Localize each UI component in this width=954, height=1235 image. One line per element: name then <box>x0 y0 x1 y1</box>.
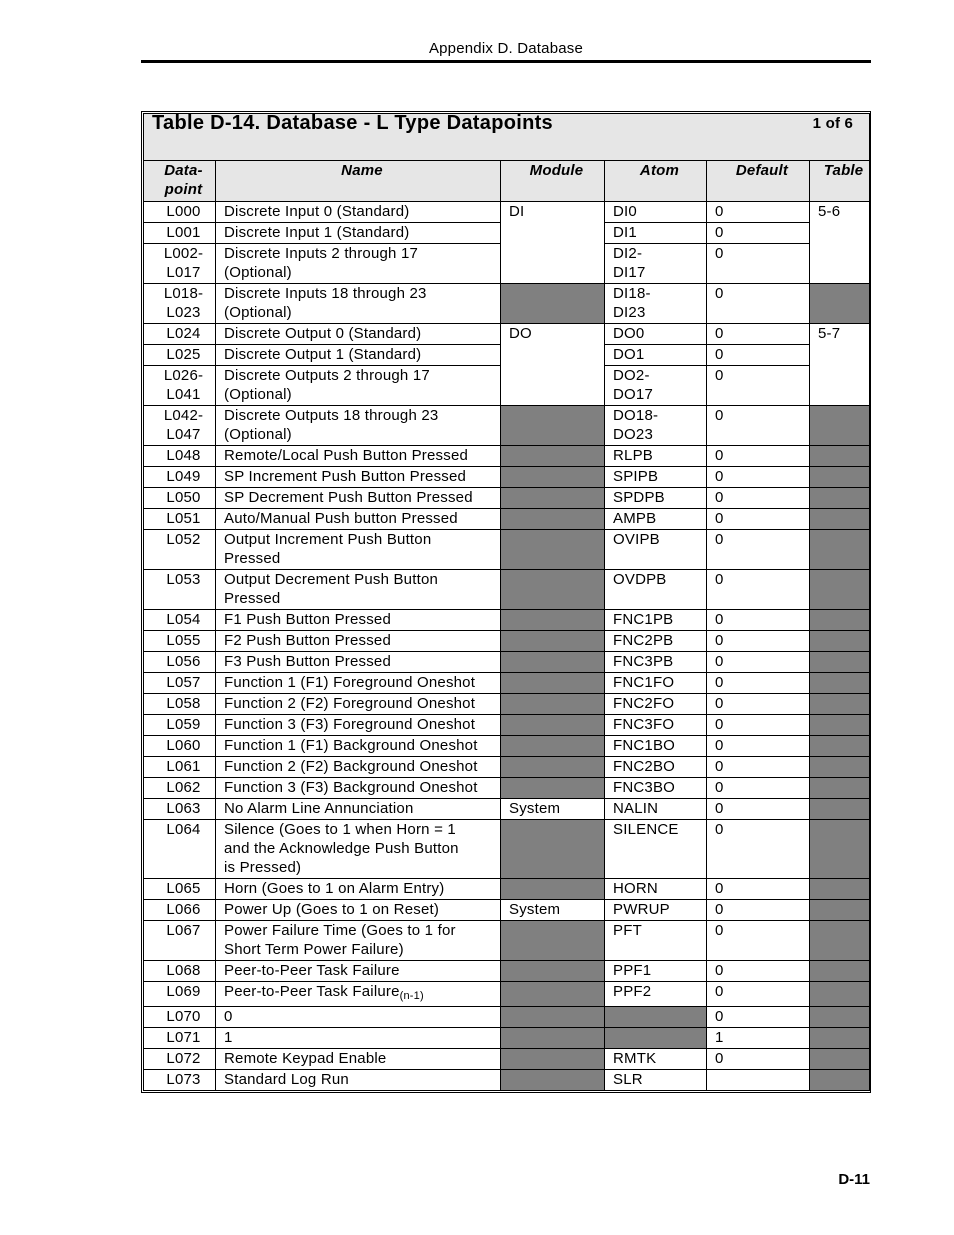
table-ref-cell-shaded <box>810 488 870 509</box>
default-cell: 0 <box>707 570 810 610</box>
default-cell: 1 <box>707 1028 810 1049</box>
default-cell: 0 <box>707 244 810 284</box>
atom-cell: DI18- DI23 <box>605 284 707 324</box>
name-cell: Function 2 (F2) Background Oneshot <box>216 757 501 778</box>
datapoint-table <box>143 113 870 1091</box>
datapoint-cell: L018- L023 <box>144 284 216 324</box>
header-table: Table <box>810 161 870 202</box>
table-row <box>144 530 870 570</box>
table-row <box>144 879 870 900</box>
table-row <box>144 1070 870 1091</box>
name-cell: Standard Log Run <box>216 1070 501 1091</box>
datapoint-table-frame <box>141 111 871 1093</box>
name-cell: Silence (Goes to 1 when Horn = 1 and the Acknowledge Push Button is Pressed) <box>216 820 501 879</box>
default-cell: 0 <box>707 345 810 366</box>
atom-cell: OVDPB <box>605 570 707 610</box>
table-row <box>144 610 870 631</box>
datapoint-cell: L051 <box>144 509 216 530</box>
atom-cell: RLPB <box>605 446 707 467</box>
name-cell: F3 Push Button Pressed <box>216 652 501 673</box>
datapoint-cell: L050 <box>144 488 216 509</box>
atom-cell: RMTK <box>605 1049 707 1070</box>
module-cell-shaded <box>501 736 605 757</box>
default-cell: 0 <box>707 366 810 406</box>
module-cell-shaded <box>501 820 605 879</box>
default-cell: 0 <box>707 652 810 673</box>
module-cell-shaded <box>501 446 605 467</box>
table-ref-cell-shaded <box>810 900 870 921</box>
default-cell: 0 <box>707 488 810 509</box>
table-ref-cell-shaded <box>810 961 870 982</box>
table-title: Table D-14. Database - L Type Datapoints <box>152 113 553 134</box>
module-cell-shaded <box>501 488 605 509</box>
atom-cell: DI1 <box>605 223 707 244</box>
datapoint-cell: L001 <box>144 223 216 244</box>
datapoint-cell: L073 <box>144 1070 216 1091</box>
table-row <box>144 467 870 488</box>
datapoint-cell: L067 <box>144 921 216 961</box>
module-cell: DI <box>501 202 605 284</box>
default-cell: 0 <box>707 406 810 446</box>
atom-cell: SILENCE <box>605 820 707 879</box>
module-cell-shaded <box>501 406 605 446</box>
atom-cell: FNC2PB <box>605 631 707 652</box>
name-cell: Auto/Manual Push button Pressed <box>216 509 501 530</box>
atom-cell: DO2- DO17 <box>605 366 707 406</box>
header-row <box>144 161 870 202</box>
default-cell: 0 <box>707 879 810 900</box>
datapoint-cell: L066 <box>144 900 216 921</box>
atom-cell: FNC2FO <box>605 694 707 715</box>
datapoint-cell: L042- L047 <box>144 406 216 446</box>
table-ref-cell-shaded <box>810 820 870 879</box>
table-ref-cell-shaded <box>810 921 870 961</box>
datapoint-cell: L060 <box>144 736 216 757</box>
module-cell-shaded <box>501 715 605 736</box>
table-row <box>144 820 870 879</box>
header-module: Module <box>501 161 605 202</box>
page-number: D-11 <box>838 1171 870 1188</box>
name-cell: Remote/Local Push Button Pressed <box>216 446 501 467</box>
table-ref-cell-shaded <box>810 982 870 1007</box>
name-cell: Peer-to-Peer Task Failure <box>216 961 501 982</box>
header-name: Name <box>216 161 501 202</box>
module-cell-shaded <box>501 610 605 631</box>
datapoint-cell: L026- L041 <box>144 366 216 406</box>
name-cell: No Alarm Line Annunciation <box>216 799 501 820</box>
running-head: Appendix D. Database <box>428 40 584 57</box>
module-cell-shaded <box>501 778 605 799</box>
atom-cell: FNC3FO <box>605 715 707 736</box>
table-ref-cell-shaded <box>810 509 870 530</box>
table-ref-cell-shaded <box>810 610 870 631</box>
atom-cell: PWRUP <box>605 900 707 921</box>
atom-cell: SLR <box>605 1070 707 1091</box>
datapoint-cell: L054 <box>144 610 216 631</box>
atom-cell: FNC1BO <box>605 736 707 757</box>
module-cell-shaded <box>501 570 605 610</box>
table-row <box>144 961 870 982</box>
default-cell: 0 <box>707 284 810 324</box>
datapoint-cell: L000 <box>144 202 216 223</box>
atom-cell: PPF1 <box>605 961 707 982</box>
name-cell: Discrete Output 1 (Standard) <box>216 345 501 366</box>
table-ref-cell-shaded <box>810 715 870 736</box>
table-ref-cell-shaded <box>810 467 870 488</box>
table-ref-cell-shaded <box>810 446 870 467</box>
table-ref-cell-shaded <box>810 1070 870 1091</box>
atom-cell: PFT <box>605 921 707 961</box>
table-ref-cell-shaded <box>810 1007 870 1028</box>
default-cell: 0 <box>707 610 810 631</box>
datapoint-cell: L057 <box>144 673 216 694</box>
datapoint-cell: L049 <box>144 467 216 488</box>
name-cell: Function 2 (F2) Foreground Oneshot <box>216 694 501 715</box>
table-ref-cell: 5-6 <box>810 202 870 284</box>
datapoint-cell: L068 <box>144 961 216 982</box>
title-row <box>144 114 870 161</box>
table-row <box>144 900 870 921</box>
datapoint-cell: L025 <box>144 345 216 366</box>
atom-cell: FNC3BO <box>605 778 707 799</box>
datapoint-cell: L061 <box>144 757 216 778</box>
name-cell: Discrete Input 1 (Standard) <box>216 223 501 244</box>
name-cell: Output Decrement Push Button Pressed <box>216 570 501 610</box>
table-row <box>144 715 870 736</box>
table-row <box>144 757 870 778</box>
datapoint-cell: L024 <box>144 324 216 345</box>
name-cell: F2 Push Button Pressed <box>216 631 501 652</box>
module-cell-shaded <box>501 467 605 488</box>
datapoint-cell: L048 <box>144 446 216 467</box>
default-cell: 0 <box>707 324 810 345</box>
header-default: Default <box>707 161 810 202</box>
default-cell: 0 <box>707 1007 810 1028</box>
default-cell: 0 <box>707 799 810 820</box>
table-ref-cell-shaded <box>810 570 870 610</box>
module-cell-shaded <box>501 879 605 900</box>
atom-cell: FNC2BO <box>605 757 707 778</box>
atom-cell: DI0 <box>605 202 707 223</box>
header-rule <box>141 60 871 63</box>
atom-cell: PPF2 <box>605 982 707 1007</box>
atom-cell: FNC1PB <box>605 610 707 631</box>
default-cell: 0 <box>707 530 810 570</box>
default-cell: 0 <box>707 900 810 921</box>
default-cell: 0 <box>707 223 810 244</box>
table-row <box>144 631 870 652</box>
name-cell: Remote Keypad Enable <box>216 1049 501 1070</box>
module-cell: System <box>501 900 605 921</box>
default-cell: 0 <box>707 509 810 530</box>
datapoint-cell: L071 <box>144 1028 216 1049</box>
table-row <box>144 570 870 610</box>
table-ref-cell-shaded <box>810 694 870 715</box>
table-ref-cell: 5-7 <box>810 324 870 406</box>
module-cell-shaded <box>501 673 605 694</box>
datapoint-cell: L063 <box>144 799 216 820</box>
default-cell: 0 <box>707 921 810 961</box>
name-cell: Discrete Output 0 (Standard) <box>216 324 501 345</box>
name-cell: Discrete Outputs 18 through 23 (Optional) <box>216 406 501 446</box>
default-cell: 0 <box>707 736 810 757</box>
atom-cell: FNC1FO <box>605 673 707 694</box>
table-body <box>144 114 870 1091</box>
datapoint-cell: L069 <box>144 982 216 1007</box>
module-cell-shaded <box>501 530 605 570</box>
atom-cell-shaded <box>605 1028 707 1049</box>
table-row <box>144 446 870 467</box>
name-cell: 1 <box>216 1028 501 1049</box>
module-cell-shaded <box>501 1049 605 1070</box>
default-cell: 0 <box>707 673 810 694</box>
table-ref-cell-shaded <box>810 530 870 570</box>
module-cell-shaded <box>501 961 605 982</box>
default-cell: 0 <box>707 467 810 488</box>
module-cell-shaded <box>501 757 605 778</box>
default-cell <box>707 1070 810 1091</box>
datapoint-cell: L002- L017 <box>144 244 216 284</box>
table-row <box>144 673 870 694</box>
module-cell-shaded <box>501 652 605 673</box>
default-cell: 0 <box>707 202 810 223</box>
atom-cell: NALIN <box>605 799 707 820</box>
name-cell: 0 <box>216 1007 501 1028</box>
table-row <box>144 921 870 961</box>
name-cell: F1 Push Button Pressed <box>216 610 501 631</box>
module-cell-shaded <box>501 284 605 324</box>
default-cell: 0 <box>707 982 810 1007</box>
table-row <box>144 799 870 820</box>
name-subscript: (n-1) <box>399 990 424 1002</box>
table-ref-cell-shaded <box>810 757 870 778</box>
page-of-label: 1 of 6 <box>812 115 854 132</box>
table-row <box>144 694 870 715</box>
atom-cell: DI2- DI17 <box>605 244 707 284</box>
default-cell: 0 <box>707 631 810 652</box>
table-row <box>144 406 870 446</box>
name-cell: Power Up (Goes to 1 on Reset) <box>216 900 501 921</box>
table-row <box>144 324 870 345</box>
name-cell: Function 1 (F1) Foreground Oneshot <box>216 673 501 694</box>
table-ref-cell-shaded <box>810 631 870 652</box>
name-cell: Discrete Input 0 (Standard) <box>216 202 501 223</box>
default-cell: 0 <box>707 694 810 715</box>
header-atom: Atom <box>605 161 707 202</box>
datapoint-cell: L052 <box>144 530 216 570</box>
header-datapoint: Data- point <box>144 161 216 202</box>
module-cell-shaded <box>501 982 605 1007</box>
datapoint-cell: L055 <box>144 631 216 652</box>
module-cell: System <box>501 799 605 820</box>
atom-cell: SPDPB <box>605 488 707 509</box>
module-cell: DO <box>501 324 605 406</box>
atom-cell: SPIPB <box>605 467 707 488</box>
name-cell: Output Increment Push Button Pressed <box>216 530 501 570</box>
table-row <box>144 778 870 799</box>
name-cell: SP Increment Push Button Pressed <box>216 467 501 488</box>
name-cell: Discrete Inputs 2 through 17 (Optional) <box>216 244 501 284</box>
default-cell: 0 <box>707 778 810 799</box>
datapoint-cell: L062 <box>144 778 216 799</box>
name-cell: Peer-to-Peer Task Failure$_{(n-1)}$ <box>216 982 501 1007</box>
table-ref-cell-shaded <box>810 284 870 324</box>
table-ref-cell-shaded <box>810 406 870 446</box>
table-ref-cell-shaded <box>810 1049 870 1070</box>
table-ref-cell-shaded <box>810 736 870 757</box>
atom-cell: DO1 <box>605 345 707 366</box>
atom-cell-shaded <box>605 1007 707 1028</box>
datapoint-cell: L070 <box>144 1007 216 1028</box>
name-cell: Discrete Outputs 2 through 17 (Optional) <box>216 366 501 406</box>
module-cell-shaded <box>501 1028 605 1049</box>
table-ref-cell-shaded <box>810 799 870 820</box>
table-row <box>144 284 870 324</box>
table-row <box>144 509 870 530</box>
atom-cell: FNC3PB <box>605 652 707 673</box>
default-cell: 0 <box>707 820 810 879</box>
module-cell-shaded <box>501 694 605 715</box>
name-cell: Function 3 (F3) Foreground Oneshot <box>216 715 501 736</box>
title-cell <box>144 114 870 161</box>
datapoint-cell: L056 <box>144 652 216 673</box>
datapoint-cell: L072 <box>144 1049 216 1070</box>
atom-cell: AMPB <box>605 509 707 530</box>
table-row <box>144 736 870 757</box>
table-row <box>144 982 870 1007</box>
name-cell: SP Decrement Push Button Pressed <box>216 488 501 509</box>
table-ref-cell-shaded <box>810 673 870 694</box>
table-row <box>144 652 870 673</box>
default-cell: 0 <box>707 1049 810 1070</box>
default-cell: 0 <box>707 757 810 778</box>
datapoint-cell: L065 <box>144 879 216 900</box>
datapoint-cell: L059 <box>144 715 216 736</box>
datapoint-cell: L058 <box>144 694 216 715</box>
atom-cell: OVIPB <box>605 530 707 570</box>
table-row <box>144 1007 870 1028</box>
name-cell: Power Failure Time (Goes to 1 for Short Term Power Failure) <box>216 921 501 961</box>
default-cell: 0 <box>707 715 810 736</box>
title-wrap <box>152 114 869 133</box>
table-row <box>144 1049 870 1070</box>
table-row <box>144 488 870 509</box>
table-ref-cell-shaded <box>810 1028 870 1049</box>
table-row <box>144 1028 870 1049</box>
datapoint-cell: L064 <box>144 820 216 879</box>
atom-cell: DO18- DO23 <box>605 406 707 446</box>
module-cell-shaded <box>501 1070 605 1091</box>
name-cell: Horn (Goes to 1 on Alarm Entry) <box>216 879 501 900</box>
table-ref-cell-shaded <box>810 778 870 799</box>
module-cell-shaded <box>501 1007 605 1028</box>
default-cell: 0 <box>707 446 810 467</box>
datapoint-cell: L053 <box>144 570 216 610</box>
module-cell-shaded <box>501 631 605 652</box>
table-row <box>144 202 870 223</box>
module-cell-shaded <box>501 921 605 961</box>
name-cell: Discrete Inputs 18 through 23 (Optional) <box>216 284 501 324</box>
default-cell: 0 <box>707 961 810 982</box>
module-cell-shaded <box>501 509 605 530</box>
atom-cell: HORN <box>605 879 707 900</box>
atom-cell: DO0 <box>605 324 707 345</box>
table-ref-cell-shaded <box>810 879 870 900</box>
name-cell: Function 1 (F1) Background Oneshot <box>216 736 501 757</box>
table-ref-cell-shaded <box>810 652 870 673</box>
name-cell: Function 3 (F3) Background Oneshot <box>216 778 501 799</box>
